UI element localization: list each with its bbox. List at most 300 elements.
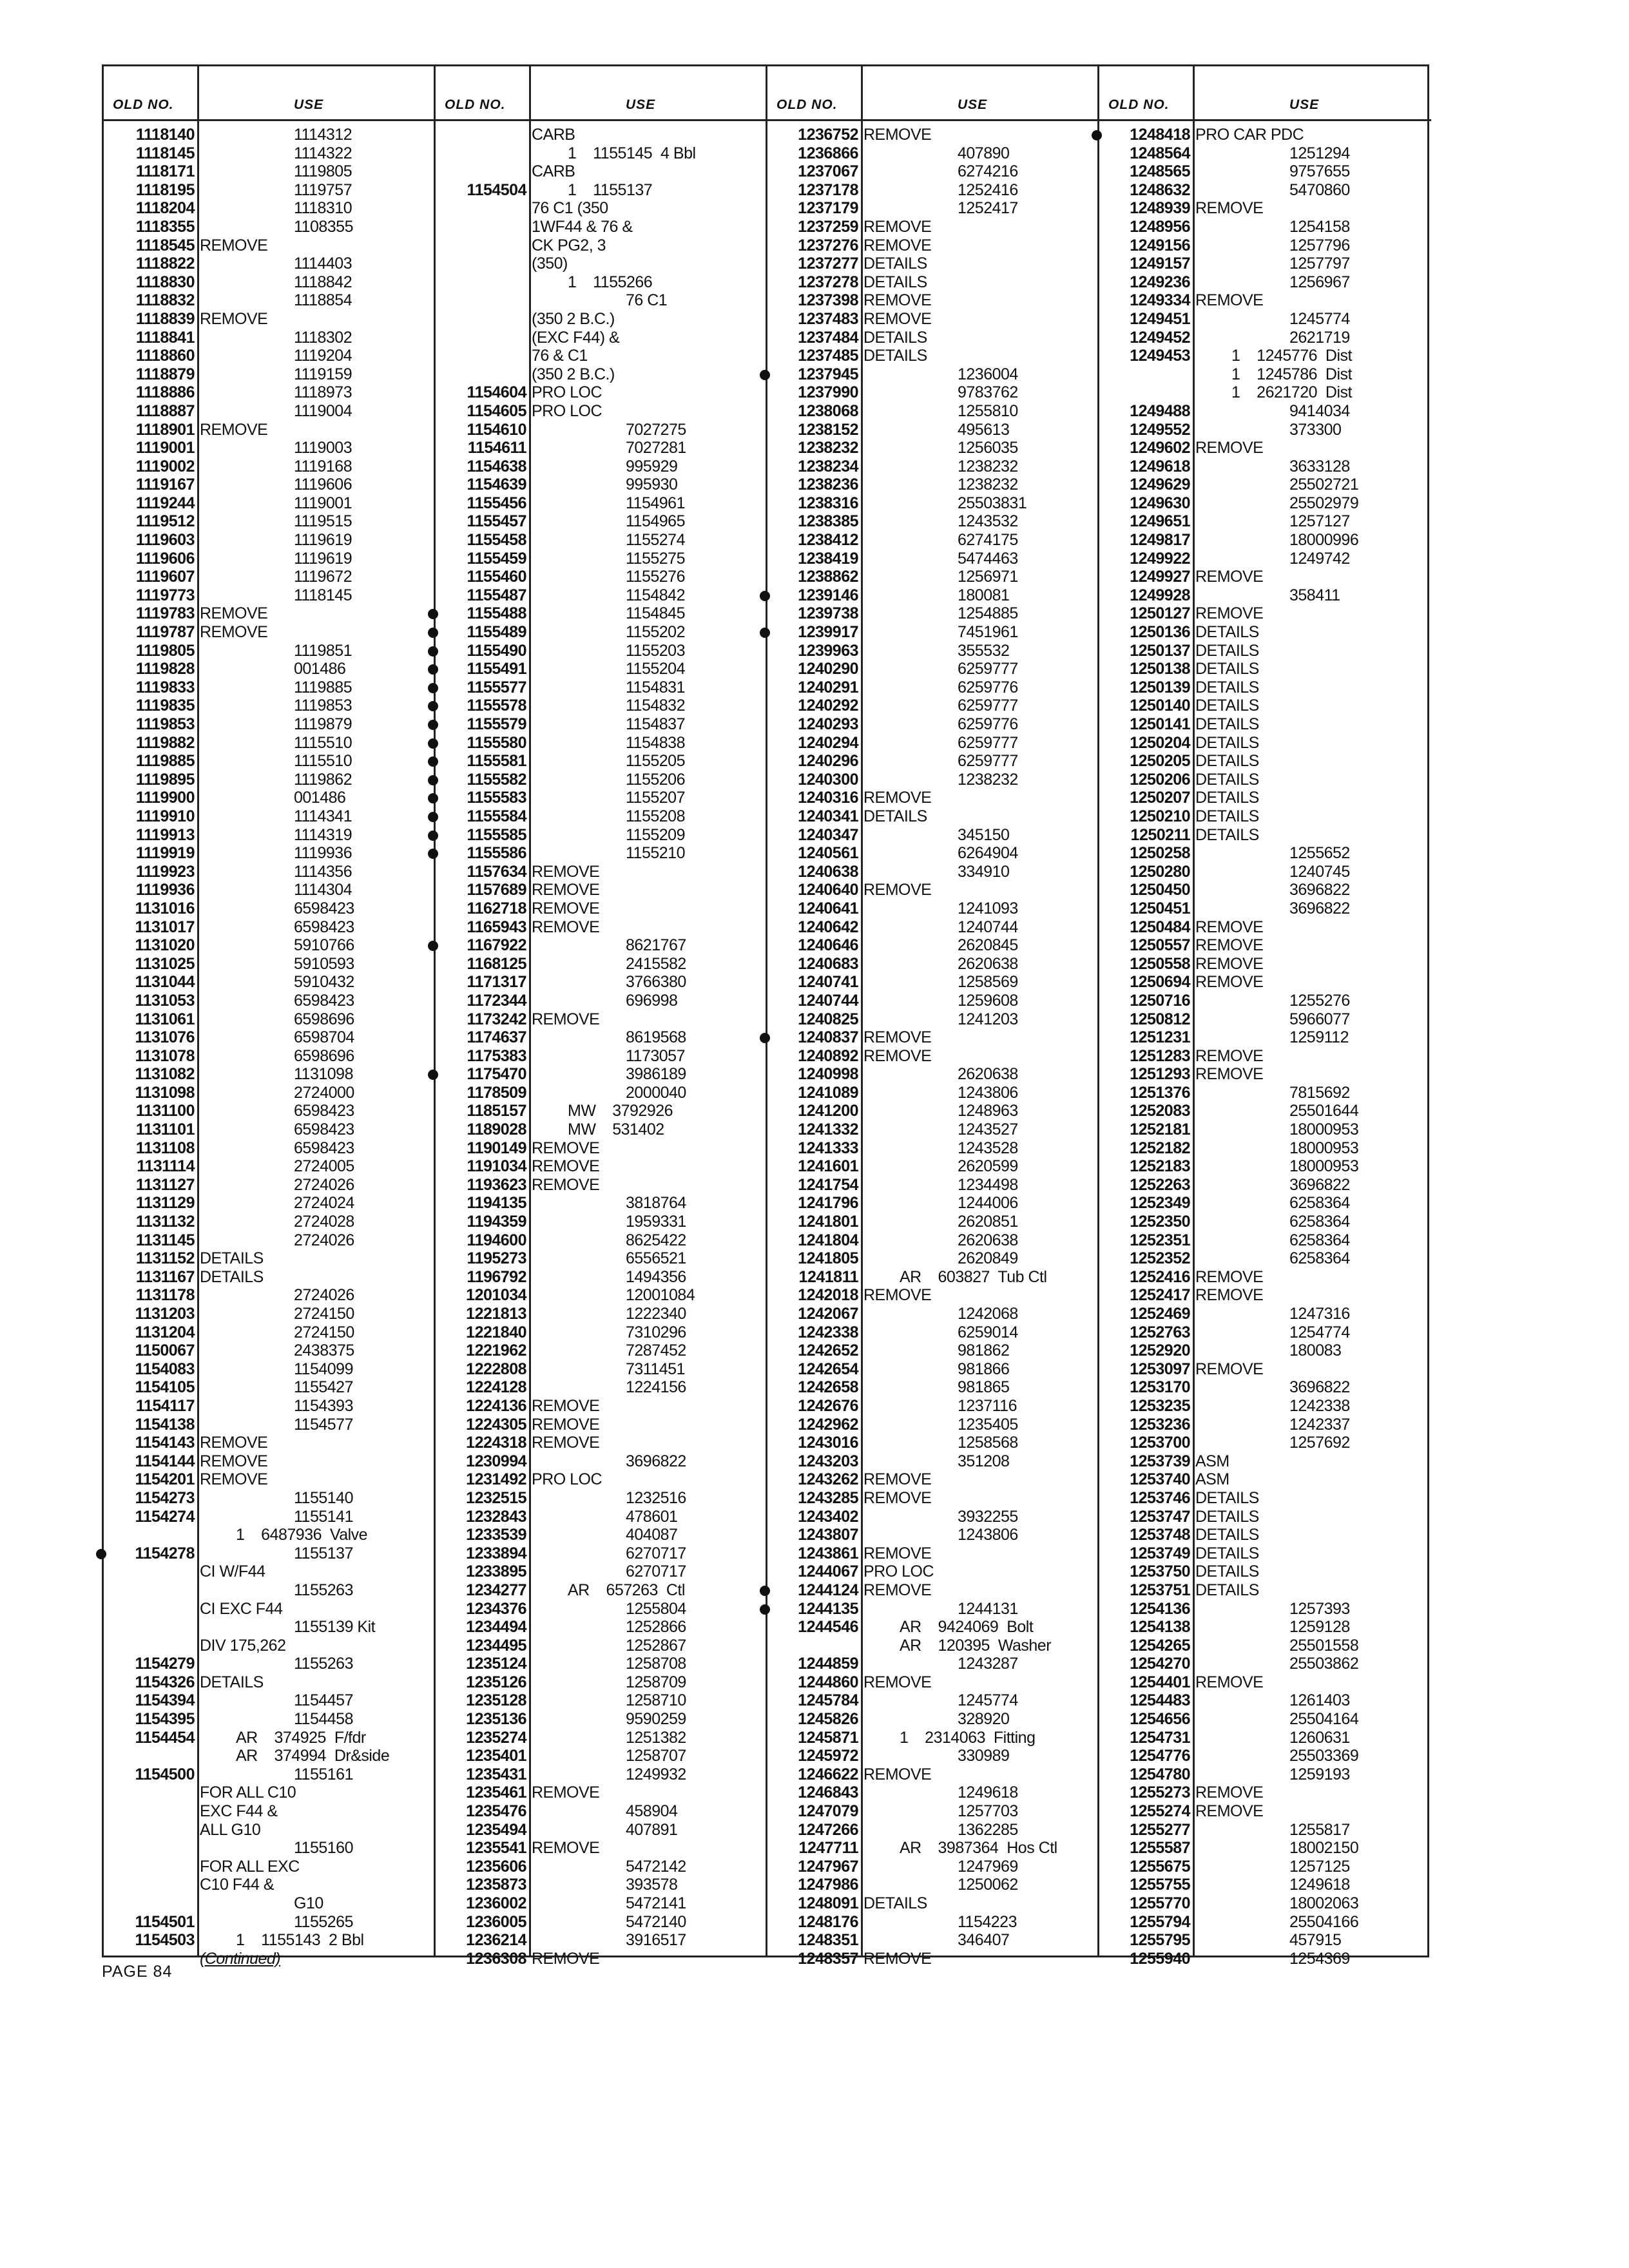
old-number: 1131016 bbox=[135, 899, 195, 918]
old-number: 1241200 bbox=[798, 1102, 858, 1120]
use-value: 1 1245786 Dist bbox=[1231, 365, 1352, 383]
table-column-1 bbox=[104, 66, 436, 1968]
table-row bbox=[767, 863, 1099, 881]
use-value: 5472141 bbox=[626, 1894, 686, 1912]
old-number: 1242658 bbox=[798, 1378, 858, 1397]
old-number: 1237398 bbox=[798, 291, 858, 310]
use-value: 25504164 bbox=[1289, 1710, 1359, 1729]
old-number: 1250812 bbox=[1130, 1010, 1190, 1028]
use-value: DETAILS bbox=[1195, 770, 1259, 789]
parts-table bbox=[102, 64, 1429, 1968]
old-no-header: OLD NO. bbox=[776, 97, 838, 112]
old-number: 1154278 bbox=[135, 1544, 195, 1562]
table-row bbox=[767, 1305, 1099, 1323]
table-row bbox=[767, 291, 1099, 310]
old-number: 1155577 bbox=[467, 678, 526, 697]
old-number: 1249630 bbox=[1130, 494, 1190, 512]
old-number: 1119835 bbox=[135, 697, 195, 715]
old-number: 1237485 bbox=[798, 347, 858, 365]
table-row bbox=[104, 144, 436, 163]
table-row bbox=[436, 1729, 767, 1747]
table-row bbox=[767, 1286, 1099, 1305]
use-value: 5910432 bbox=[294, 973, 354, 992]
old-number: 1236002 bbox=[466, 1894, 526, 1912]
use-value: 1119001 bbox=[294, 494, 352, 512]
old-number: 1242654 bbox=[798, 1360, 858, 1378]
old-number: 1243262 bbox=[798, 1470, 858, 1489]
use-value: REMOVE bbox=[1195, 1267, 1264, 1286]
old-number: 1255273 bbox=[1130, 1783, 1190, 1802]
use-value: EXC F44 & bbox=[200, 1802, 278, 1821]
old-number: 1255940 bbox=[1130, 1949, 1190, 1968]
bullet-icon bbox=[428, 849, 438, 859]
old-no-header: OLD NO. bbox=[1108, 97, 1170, 112]
use-value: 5472140 bbox=[626, 1912, 686, 1931]
table-row bbox=[104, 1416, 436, 1434]
use-value: REMOVE bbox=[200, 623, 268, 642]
table-row bbox=[436, 329, 767, 347]
use-value: 1119805 bbox=[294, 162, 352, 181]
table-row bbox=[436, 365, 767, 384]
table-row bbox=[436, 678, 767, 697]
use-value: 3696822 bbox=[1289, 899, 1350, 918]
table-row bbox=[104, 1434, 436, 1452]
old-number: 1253235 bbox=[1130, 1396, 1190, 1415]
table-row bbox=[104, 329, 436, 347]
table-row bbox=[436, 807, 767, 826]
column-header bbox=[767, 66, 1099, 121]
table-row bbox=[436, 604, 767, 623]
use-value: 995930 bbox=[626, 476, 678, 494]
use-value: DETAILS bbox=[1195, 1507, 1259, 1526]
table-row bbox=[1099, 1047, 1431, 1066]
old-number: 1242338 bbox=[798, 1323, 858, 1341]
use-value: 1155265 bbox=[294, 1912, 353, 1931]
old-number: 1194600 bbox=[467, 1231, 526, 1249]
old-number: 1250211 bbox=[1130, 825, 1190, 844]
old-number: 1248564 bbox=[1130, 144, 1190, 162]
table-row bbox=[767, 973, 1099, 992]
use-value: 2620849 bbox=[958, 1249, 1018, 1268]
old-number: 1253750 bbox=[1130, 1562, 1190, 1581]
old-number: 1249156 bbox=[1130, 236, 1190, 255]
use-value: 1115510 bbox=[294, 733, 352, 752]
table-row bbox=[436, 992, 767, 1010]
old-number: 1249602 bbox=[1130, 439, 1190, 457]
table-row bbox=[767, 1526, 1099, 1544]
use-value: DETAILS bbox=[1195, 678, 1259, 697]
use-value: 001486 bbox=[294, 660, 346, 678]
table-row bbox=[436, 255, 767, 273]
table-row bbox=[767, 1120, 1099, 1139]
table-row bbox=[436, 1286, 767, 1305]
use-value: 3916517 bbox=[626, 1931, 686, 1950]
old-number: 1240892 bbox=[798, 1046, 858, 1065]
use-value: 1155205 bbox=[626, 752, 685, 771]
use-value: 3766380 bbox=[626, 973, 686, 992]
use-value: DETAILS bbox=[863, 255, 927, 273]
old-number: 1253170 bbox=[1130, 1378, 1190, 1397]
bullet-icon bbox=[1092, 130, 1102, 140]
use-value: REMOVE bbox=[863, 1581, 932, 1599]
table-row bbox=[1099, 1526, 1431, 1544]
use-value: 25502979 bbox=[1289, 494, 1359, 512]
use-value: 1222340 bbox=[626, 1305, 686, 1323]
use-value: REMOVE bbox=[532, 1175, 600, 1194]
old-number: 1119603 bbox=[135, 531, 195, 550]
old-number: 1250140 bbox=[1130, 697, 1190, 715]
old-number: 1234495 bbox=[466, 1636, 526, 1655]
old-number: 1131127 bbox=[135, 1175, 195, 1194]
old-number: 1131025 bbox=[135, 954, 195, 973]
use-value: 6259777 bbox=[958, 660, 1018, 678]
old-number: 1131108 bbox=[135, 1139, 195, 1157]
use-value: 1155206 bbox=[626, 770, 685, 789]
use-value: 1154831 bbox=[626, 678, 685, 697]
use-value: 7027281 bbox=[626, 439, 686, 457]
old-number: 1239738 bbox=[798, 604, 858, 623]
old-number: 1118355 bbox=[135, 217, 195, 236]
use-value: 1258707 bbox=[626, 1747, 686, 1765]
use-value: 1258568 bbox=[958, 1434, 1018, 1452]
use-value: 6258364 bbox=[1289, 1213, 1350, 1231]
use-header: USE bbox=[294, 97, 324, 112]
table-row bbox=[767, 734, 1099, 753]
use-value: 2000040 bbox=[626, 1083, 686, 1102]
use-value: 995929 bbox=[626, 457, 678, 476]
table-row bbox=[436, 144, 767, 163]
table-row bbox=[104, 255, 436, 273]
old-number: 1248939 bbox=[1130, 199, 1190, 218]
table-row bbox=[436, 1673, 767, 1692]
table-row bbox=[767, 1765, 1099, 1784]
bullet-icon bbox=[428, 1070, 438, 1080]
old-number: 1255277 bbox=[1130, 1820, 1190, 1839]
table-row bbox=[1099, 1157, 1431, 1176]
use-value: 495613 bbox=[958, 420, 1010, 439]
use-value: 1236004 bbox=[958, 365, 1018, 383]
table-row bbox=[767, 623, 1099, 642]
table-row bbox=[1099, 697, 1431, 715]
table-row bbox=[436, 181, 767, 200]
use-value: 18002063 bbox=[1289, 1894, 1359, 1912]
old-number: 1154504 bbox=[467, 180, 526, 199]
old-number: 1252920 bbox=[1130, 1341, 1190, 1360]
old-number: 1119606 bbox=[135, 549, 195, 568]
old-number: 1190149 bbox=[467, 1139, 526, 1157]
use-value: 1237116 bbox=[958, 1396, 1017, 1415]
old-number: 1250204 bbox=[1130, 733, 1190, 752]
table-row bbox=[767, 218, 1099, 236]
use-value: REMOVE bbox=[200, 236, 268, 255]
old-number: 1238316 bbox=[798, 494, 858, 512]
old-number: 1240683 bbox=[798, 954, 858, 973]
table-row bbox=[767, 1802, 1099, 1821]
old-number: 1191034 bbox=[467, 1157, 526, 1176]
use-value: 1254369 bbox=[1289, 1949, 1350, 1968]
old-number: 1235476 bbox=[466, 1802, 526, 1821]
use-value: 3696822 bbox=[1289, 881, 1350, 899]
table-row bbox=[1099, 1783, 1431, 1802]
table-row bbox=[1099, 660, 1431, 678]
table-row bbox=[436, 1894, 767, 1913]
use-value: 1249742 bbox=[1289, 549, 1350, 568]
table-row bbox=[1099, 973, 1431, 992]
table-row bbox=[1099, 771, 1431, 789]
old-number: 1252083 bbox=[1130, 1102, 1190, 1120]
table-row bbox=[436, 1544, 767, 1563]
table-row bbox=[436, 715, 767, 734]
table-row bbox=[1099, 918, 1431, 937]
table-row bbox=[767, 1544, 1099, 1563]
old-number: 1252416 bbox=[1130, 1267, 1190, 1286]
table-row bbox=[104, 1102, 436, 1120]
use-value: AR 603827 Tub Ctl bbox=[900, 1267, 1047, 1286]
old-number: 1254483 bbox=[1130, 1691, 1190, 1710]
old-number: 1243402 bbox=[798, 1507, 858, 1526]
bullet-icon bbox=[428, 756, 438, 767]
table-row bbox=[436, 1102, 767, 1120]
table-row bbox=[1099, 955, 1431, 974]
table-row bbox=[436, 1618, 767, 1637]
old-number: 1249236 bbox=[1130, 273, 1190, 291]
table-row bbox=[436, 1249, 767, 1268]
use-value: 1118145 bbox=[294, 586, 352, 604]
old-number: 1249928 bbox=[1130, 586, 1190, 604]
table-row bbox=[767, 457, 1099, 476]
table-row bbox=[104, 1526, 436, 1544]
use-value: 1119851 bbox=[294, 641, 352, 660]
table-row bbox=[104, 1157, 436, 1176]
old-number: 1255274 bbox=[1130, 1802, 1190, 1821]
table-row bbox=[436, 771, 767, 789]
column-header bbox=[1099, 66, 1431, 121]
table-row bbox=[767, 752, 1099, 771]
table-row bbox=[1099, 383, 1431, 402]
table-row bbox=[436, 236, 767, 255]
table-row bbox=[1099, 1028, 1431, 1047]
old-number: 1119001 bbox=[135, 439, 195, 457]
use-value: REMOVE bbox=[200, 1452, 268, 1470]
table-row bbox=[104, 697, 436, 715]
use-value: 1241093 bbox=[958, 899, 1018, 918]
use-value: 6274216 bbox=[958, 162, 1018, 181]
table-row bbox=[436, 1581, 767, 1600]
use-value: REMOVE bbox=[532, 1157, 600, 1176]
use-value: 5910766 bbox=[294, 936, 354, 955]
old-number: 1240641 bbox=[798, 899, 858, 918]
use-value: 328920 bbox=[958, 1710, 1010, 1729]
use-value: 1244006 bbox=[958, 1194, 1018, 1213]
table-row bbox=[436, 402, 767, 421]
old-number: 1118195 bbox=[135, 180, 195, 199]
table-row bbox=[1099, 1839, 1431, 1858]
old-number: 1119853 bbox=[135, 715, 195, 733]
use-value: CI EXC F44 bbox=[200, 1599, 283, 1618]
use-value: 1362285 bbox=[958, 1820, 1018, 1839]
table-row bbox=[1099, 1378, 1431, 1397]
use-value: 1257796 bbox=[1289, 236, 1350, 255]
table-row bbox=[436, 1600, 767, 1619]
use-value: 407890 bbox=[958, 144, 1010, 162]
bullet-icon bbox=[760, 1586, 770, 1596]
old-number: 1250694 bbox=[1130, 973, 1190, 992]
old-number: 1243285 bbox=[798, 1488, 858, 1507]
use-value: 1119879 bbox=[294, 715, 352, 733]
use-value: 1114322 bbox=[294, 144, 352, 162]
table-row bbox=[436, 1157, 767, 1176]
table-row bbox=[436, 1194, 767, 1213]
old-number: 1251376 bbox=[1130, 1083, 1190, 1102]
table-row bbox=[1099, 1305, 1431, 1323]
use-value: DETAILS bbox=[1195, 1581, 1259, 1599]
use-value: 1114356 bbox=[294, 862, 352, 881]
use-value: 458904 bbox=[626, 1802, 678, 1821]
table-row bbox=[436, 1213, 767, 1231]
old-number: 1154083 bbox=[135, 1360, 195, 1378]
old-number: 1154273 bbox=[135, 1488, 195, 1507]
old-number: 1154395 bbox=[135, 1710, 195, 1729]
old-number: 1155491 bbox=[467, 660, 526, 678]
table-row bbox=[104, 918, 436, 937]
old-number: 1249157 bbox=[1130, 255, 1190, 273]
old-number: 1131017 bbox=[135, 918, 195, 936]
old-number: 1155457 bbox=[467, 512, 526, 531]
table-row bbox=[767, 1249, 1099, 1268]
table-row bbox=[1099, 1637, 1431, 1655]
use-value: 1119004 bbox=[294, 401, 352, 420]
table-row bbox=[767, 936, 1099, 955]
old-number: 1234494 bbox=[466, 1618, 526, 1637]
old-number: 1235494 bbox=[466, 1820, 526, 1839]
old-number: 1240316 bbox=[798, 789, 858, 807]
table-row bbox=[767, 660, 1099, 678]
use-value: (Continued) bbox=[200, 1949, 281, 1968]
old-number: 1237259 bbox=[798, 217, 858, 236]
table-row bbox=[436, 1876, 767, 1894]
use-header: USE bbox=[958, 97, 988, 112]
old-number: 1250136 bbox=[1130, 623, 1190, 642]
old-number: 1237276 bbox=[798, 236, 858, 255]
use-value: REMOVE bbox=[200, 309, 268, 328]
use-value: 6274175 bbox=[958, 531, 1018, 550]
use-value: 5910593 bbox=[294, 954, 354, 973]
old-number: 1253739 bbox=[1130, 1452, 1190, 1470]
use-value: DETAILS bbox=[1195, 1488, 1259, 1507]
use-value: REMOVE bbox=[863, 1544, 932, 1562]
table-row bbox=[436, 918, 767, 937]
table-row bbox=[104, 863, 436, 881]
table-row bbox=[104, 1821, 436, 1840]
use-value: 1243287 bbox=[958, 1655, 1018, 1673]
bullet-icon bbox=[428, 738, 438, 749]
table-row bbox=[104, 1194, 436, 1213]
table-row bbox=[436, 1341, 767, 1360]
old-number: 1250206 bbox=[1130, 770, 1190, 789]
use-value: 1155207 bbox=[626, 789, 685, 807]
table-row bbox=[436, 273, 767, 292]
use-value: 1154838 bbox=[626, 733, 685, 752]
table-row bbox=[436, 1323, 767, 1342]
table-row bbox=[436, 218, 767, 236]
old-number: 1240646 bbox=[798, 936, 858, 955]
old-number: 1243861 bbox=[798, 1544, 858, 1562]
use-value: REMOVE bbox=[863, 1488, 932, 1507]
old-number: 1131178 bbox=[135, 1286, 195, 1305]
use-value: MW 531402 bbox=[568, 1120, 664, 1139]
old-number: 1154394 bbox=[135, 1691, 195, 1710]
old-number: 1252263 bbox=[1130, 1175, 1190, 1194]
old-number: 1242067 bbox=[798, 1305, 858, 1323]
old-number: 1237484 bbox=[798, 328, 858, 347]
old-number: 1154105 bbox=[135, 1378, 195, 1397]
use-value: 3633128 bbox=[1289, 457, 1350, 476]
old-number: 1240741 bbox=[798, 973, 858, 992]
use-value: DETAILS bbox=[863, 328, 927, 347]
table-row bbox=[767, 1655, 1099, 1673]
use-value: REMOVE bbox=[863, 309, 932, 328]
old-number: 1236866 bbox=[798, 144, 858, 162]
use-value: REMOVE bbox=[863, 1673, 932, 1691]
old-number: 1245972 bbox=[798, 1747, 858, 1765]
table-row bbox=[1099, 586, 1431, 605]
table-row bbox=[104, 1360, 436, 1379]
use-value: REMOVE bbox=[532, 1783, 600, 1802]
old-number: 1254138 bbox=[1130, 1618, 1190, 1637]
table-row bbox=[767, 771, 1099, 789]
old-number: 1240293 bbox=[798, 715, 858, 733]
use-value: 1240745 bbox=[1289, 862, 1350, 881]
table-row bbox=[1099, 899, 1431, 918]
old-number: 1241754 bbox=[798, 1175, 858, 1194]
use-value: 1155427 bbox=[294, 1378, 353, 1397]
use-value: PRO CAR PDC bbox=[1195, 126, 1304, 144]
old-number: 1232843 bbox=[466, 1507, 526, 1526]
use-value: 1119003 bbox=[294, 439, 352, 457]
table-row bbox=[767, 1913, 1099, 1932]
use-value: 1234498 bbox=[958, 1175, 1018, 1194]
use-value: 2724150 bbox=[294, 1305, 354, 1323]
old-number: 1240296 bbox=[798, 752, 858, 771]
use-value: 1155208 bbox=[626, 807, 685, 825]
old-number: 1131078 bbox=[135, 1046, 195, 1065]
use-value: 1114304 bbox=[294, 881, 352, 899]
old-number: 1255795 bbox=[1130, 1931, 1190, 1950]
table-row bbox=[104, 439, 436, 457]
use-value: 1258569 bbox=[958, 973, 1018, 992]
bullet-icon bbox=[760, 370, 770, 380]
use-value: 1258710 bbox=[626, 1691, 686, 1710]
use-value: 3986189 bbox=[626, 1065, 686, 1084]
use-value: 1255810 bbox=[958, 401, 1018, 420]
old-number: 1253236 bbox=[1130, 1415, 1190, 1434]
use-value: REMOVE bbox=[200, 420, 268, 439]
old-number: 1244859 bbox=[798, 1655, 858, 1673]
table-row bbox=[104, 402, 436, 421]
use-value: DETAILS bbox=[1195, 807, 1259, 825]
bullet-icon bbox=[428, 812, 438, 822]
table-row bbox=[767, 1600, 1099, 1619]
old-number: 1254776 bbox=[1130, 1747, 1190, 1765]
old-number: 1154501 bbox=[135, 1912, 195, 1931]
table-row bbox=[767, 1508, 1099, 1526]
old-number: 1240291 bbox=[798, 678, 858, 697]
old-number: 1154639 bbox=[467, 476, 526, 494]
use-value: 1254158 bbox=[1289, 217, 1350, 236]
table-row bbox=[767, 512, 1099, 531]
use-value: 7451961 bbox=[958, 623, 1018, 642]
use-value: REMOVE bbox=[863, 291, 932, 310]
